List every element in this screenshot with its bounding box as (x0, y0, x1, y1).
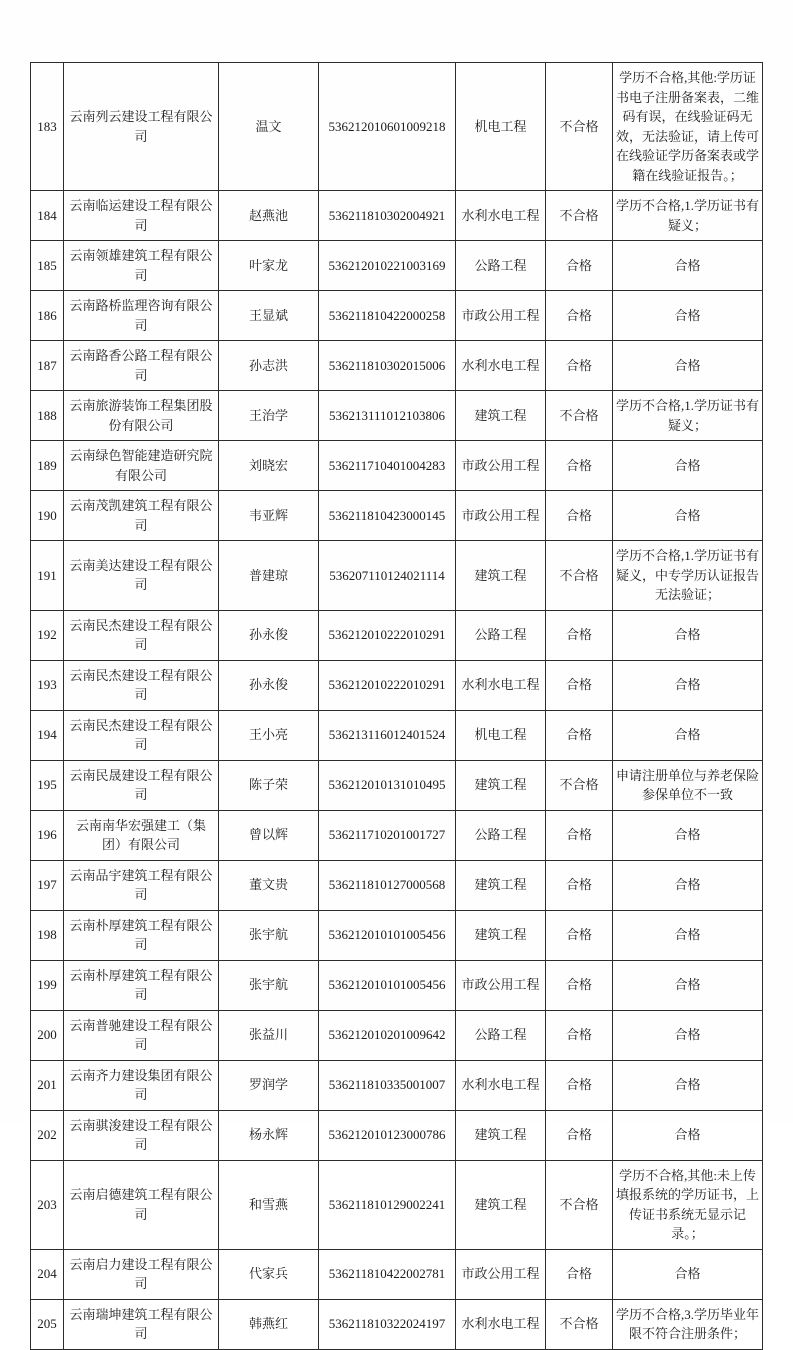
cell-result: 合格 (546, 1110, 613, 1160)
cell-no: 202 (31, 1110, 64, 1160)
cell-no: 189 (31, 441, 64, 491)
cell-no: 183 (31, 63, 64, 191)
cell-result: 合格 (546, 1010, 613, 1060)
cell-remark: 合格 (613, 1010, 763, 1060)
cell-company: 云南朴厚建筑工程有限公司 (64, 910, 219, 960)
cell-no: 196 (31, 810, 64, 860)
table-row (31, 1160, 763, 1249)
cell-result: 合格 (546, 341, 613, 391)
cell-major: 市政公用工程 (456, 441, 546, 491)
cell-company: 云南瑞坤建筑工程有限公司 (64, 1299, 219, 1349)
table-row (31, 491, 763, 541)
cell-major: 市政公用工程 (456, 491, 546, 541)
cell-no: 187 (31, 341, 64, 391)
cell-cert_no: 536212010101005456 (319, 910, 456, 960)
cell-cert_no: 536211810335001007 (319, 1060, 456, 1110)
cell-major: 建筑工程 (456, 1160, 546, 1249)
cell-major: 机电工程 (456, 710, 546, 760)
cell-major: 建筑工程 (456, 1110, 546, 1160)
cell-person: 张宇航 (219, 910, 319, 960)
cell-result: 合格 (546, 1060, 613, 1110)
cell-major: 水利水电工程 (456, 660, 546, 710)
cell-remark: 合格 (613, 1110, 763, 1160)
cell-company: 云南列云建设工程有限公司 (64, 63, 219, 191)
cell-remark: 学历不合格,1.学历证书有疑义，中专学历认证报告无法验证； (613, 541, 763, 611)
table-row (31, 63, 763, 191)
cell-company: 云南民杰建设工程有限公司 (64, 610, 219, 660)
table-row (31, 391, 763, 441)
cell-remark: 合格 (613, 341, 763, 391)
cell-remark: 合格 (613, 491, 763, 541)
cell-company: 云南旅游装饰工程集团股份有限公司 (64, 391, 219, 441)
cell-no: 204 (31, 1249, 64, 1299)
cell-remark: 学历不合格,1.学历证书有疑义； (613, 191, 763, 241)
cell-no: 191 (31, 541, 64, 611)
cell-cert_no: 536211810422000258 (319, 291, 456, 341)
cell-remark: 合格 (613, 960, 763, 1010)
cell-cert_no: 536211810129002241 (319, 1160, 456, 1249)
cell-person: 杨永辉 (219, 1110, 319, 1160)
table-row (31, 191, 763, 241)
cell-cert_no: 536212010601009218 (319, 63, 456, 191)
cell-major: 市政公用工程 (456, 960, 546, 1010)
cell-remark: 合格 (613, 660, 763, 710)
cell-no: 190 (31, 491, 64, 541)
cell-company: 云南民晟建设工程有限公司 (64, 760, 219, 810)
table-row (31, 760, 763, 810)
cell-major: 建筑工程 (456, 910, 546, 960)
cell-result: 合格 (546, 910, 613, 960)
cell-result: 不合格 (546, 1160, 613, 1249)
cell-remark: 合格 (613, 610, 763, 660)
cell-result: 合格 (546, 710, 613, 760)
cell-cert_no: 536212010222010291 (319, 610, 456, 660)
cell-company: 云南南华宏强建工（集团）有限公司 (64, 810, 219, 860)
cell-person: 孙永俊 (219, 610, 319, 660)
cell-result: 合格 (546, 960, 613, 1010)
cell-company: 云南朴厚建筑工程有限公司 (64, 960, 219, 1010)
cell-major: 水利水电工程 (456, 341, 546, 391)
cell-person: 温文 (219, 63, 319, 191)
cell-result: 不合格 (546, 760, 613, 810)
cell-major: 公路工程 (456, 610, 546, 660)
cell-no: 195 (31, 760, 64, 810)
cell-major: 建筑工程 (456, 760, 546, 810)
table-row (31, 660, 763, 710)
cell-company: 云南品宇建筑工程有限公司 (64, 860, 219, 910)
table-row (31, 1010, 763, 1060)
cell-remark: 合格 (613, 1249, 763, 1299)
cell-cert_no: 536207110124021114 (319, 541, 456, 611)
cell-company: 云南普驰建设工程有限公司 (64, 1010, 219, 1060)
cell-company: 云南路桥监理咨询有限公司 (64, 291, 219, 341)
cell-person: 董文贵 (219, 860, 319, 910)
cell-company: 云南民杰建设工程有限公司 (64, 660, 219, 710)
table-row (31, 710, 763, 760)
cell-company: 云南绿色智能建造研究院有限公司 (64, 441, 219, 491)
cell-cert_no: 536211810322024197 (319, 1299, 456, 1349)
cell-company: 云南民杰建设工程有限公司 (64, 710, 219, 760)
cell-remark: 合格 (613, 441, 763, 491)
cell-person: 普建琼 (219, 541, 319, 611)
cell-person: 孙志洪 (219, 341, 319, 391)
cell-remark: 学历不合格,其他:学历证书电子注册备案表，二维码有误，在线验证码无效，无法验证，请上传可在线验证学历备案表或学籍在线验证报告。； (613, 63, 763, 191)
cell-remark: 合格 (613, 910, 763, 960)
cell-no: 184 (31, 191, 64, 241)
cell-cert_no: 536211710201001727 (319, 810, 456, 860)
cell-company: 云南美达建设工程有限公司 (64, 541, 219, 611)
cell-cert_no: 536211810302004921 (319, 191, 456, 241)
cell-no: 197 (31, 860, 64, 910)
cell-cert_no: 536213111012103806 (319, 391, 456, 441)
cell-major: 建筑工程 (456, 541, 546, 611)
cell-result: 不合格 (546, 541, 613, 611)
cell-person: 王小亮 (219, 710, 319, 760)
cell-major: 公路工程 (456, 1010, 546, 1060)
table-row (31, 810, 763, 860)
cell-company: 云南领雄建筑工程有限公司 (64, 241, 219, 291)
cell-person: 韩燕红 (219, 1299, 319, 1349)
cell-result: 不合格 (546, 191, 613, 241)
cell-major: 水利水电工程 (456, 1299, 546, 1349)
cell-company: 云南骐浚建设工程有限公司 (64, 1110, 219, 1160)
cell-person: 孙永俊 (219, 660, 319, 710)
cell-cert_no: 536211710401004283 (319, 441, 456, 491)
cell-cert_no: 536211810127000568 (319, 860, 456, 910)
cell-remark: 合格 (613, 860, 763, 910)
cell-result: 不合格 (546, 63, 613, 191)
registration-review-table (30, 62, 763, 1350)
cell-result: 合格 (546, 241, 613, 291)
table-row (31, 291, 763, 341)
cell-result: 合格 (546, 610, 613, 660)
cell-person: 张宇航 (219, 960, 319, 1010)
cell-remark: 学历不合格,其他:未上传填报系统的学历证书，上传证书系统无显示记录。； (613, 1160, 763, 1249)
cell-company: 云南启力建设工程有限公司 (64, 1249, 219, 1299)
cell-no: 199 (31, 960, 64, 1010)
registration-table-body (31, 63, 763, 1350)
cell-company: 云南启德建筑工程有限公司 (64, 1160, 219, 1249)
cell-person: 曾以辉 (219, 810, 319, 860)
cell-remark: 合格 (613, 291, 763, 341)
cell-cert_no: 536212010101005456 (319, 960, 456, 1010)
cell-no: 201 (31, 1060, 64, 1110)
cell-cert_no: 536212010222010291 (319, 660, 456, 710)
cell-major: 水利水电工程 (456, 1060, 546, 1110)
table-row (31, 610, 763, 660)
cell-result: 合格 (546, 291, 613, 341)
cell-major: 水利水电工程 (456, 191, 546, 241)
cell-cert_no: 536212010221003169 (319, 241, 456, 291)
cell-person: 韦亚辉 (219, 491, 319, 541)
cell-major: 建筑工程 (456, 391, 546, 441)
cell-company: 云南路香公路工程有限公司 (64, 341, 219, 391)
cell-cert_no: 536212010201009642 (319, 1010, 456, 1060)
cell-no: 193 (31, 660, 64, 710)
table-row (31, 960, 763, 1010)
cell-person: 陈子荣 (219, 760, 319, 810)
cell-person: 叶家龙 (219, 241, 319, 291)
cell-no: 200 (31, 1010, 64, 1060)
cell-no: 186 (31, 291, 64, 341)
table-row (31, 341, 763, 391)
cell-result: 合格 (546, 810, 613, 860)
cell-remark: 合格 (613, 810, 763, 860)
cell-remark: 合格 (613, 710, 763, 760)
cell-person: 代家兵 (219, 1249, 319, 1299)
cell-major: 公路工程 (456, 241, 546, 291)
cell-company: 云南齐力建设集团有限公司 (64, 1060, 219, 1110)
cell-cert_no: 536212010131010495 (319, 760, 456, 810)
cell-remark: 申请注册单位与养老保险参保单位不一致 (613, 760, 763, 810)
cell-major: 建筑工程 (456, 860, 546, 910)
table-row (31, 1299, 763, 1349)
cell-remark: 合格 (613, 1060, 763, 1110)
cell-no: 194 (31, 710, 64, 760)
cell-major: 机电工程 (456, 63, 546, 191)
table-row (31, 860, 763, 910)
table-row (31, 441, 763, 491)
table-row (31, 1110, 763, 1160)
cell-cert_no: 536211810302015006 (319, 341, 456, 391)
table-row (31, 541, 763, 611)
cell-person: 罗润学 (219, 1060, 319, 1110)
cell-result: 不合格 (546, 1299, 613, 1349)
table-row (31, 1249, 763, 1299)
cell-major: 市政公用工程 (456, 1249, 546, 1299)
cell-result: 合格 (546, 491, 613, 541)
cell-no: 188 (31, 391, 64, 441)
table-row (31, 1060, 763, 1110)
cell-remark: 合格 (613, 241, 763, 291)
table-row (31, 910, 763, 960)
table-row (31, 241, 763, 291)
cell-person: 和雪燕 (219, 1160, 319, 1249)
cell-person: 王显斌 (219, 291, 319, 341)
cell-remark: 学历不合格,3.学历毕业年限不符合注册条件； (613, 1299, 763, 1349)
cell-cert_no: 536211810423000145 (319, 491, 456, 541)
cell-cert_no: 536212010123000786 (319, 1110, 456, 1160)
cell-no: 185 (31, 241, 64, 291)
cell-cert_no: 536211810422002781 (319, 1249, 456, 1299)
cell-major: 公路工程 (456, 810, 546, 860)
cell-major: 市政公用工程 (456, 291, 546, 341)
cell-person: 赵燕池 (219, 191, 319, 241)
cell-no: 192 (31, 610, 64, 660)
cell-no: 198 (31, 910, 64, 960)
cell-person: 张益川 (219, 1010, 319, 1060)
cell-result: 合格 (546, 660, 613, 710)
cell-cert_no: 536213116012401524 (319, 710, 456, 760)
cell-no: 203 (31, 1160, 64, 1249)
cell-remark: 学历不合格,1.学历证书有疑义； (613, 391, 763, 441)
cell-result: 不合格 (546, 391, 613, 441)
cell-no: 205 (31, 1299, 64, 1349)
cell-company: 云南茂凯建筑工程有限公司 (64, 491, 219, 541)
cell-person: 王治学 (219, 391, 319, 441)
cell-person: 刘晓宏 (219, 441, 319, 491)
cell-result: 合格 (546, 1249, 613, 1299)
cell-result: 合格 (546, 441, 613, 491)
cell-result: 合格 (546, 860, 613, 910)
cell-company: 云南临运建设工程有限公司 (64, 191, 219, 241)
